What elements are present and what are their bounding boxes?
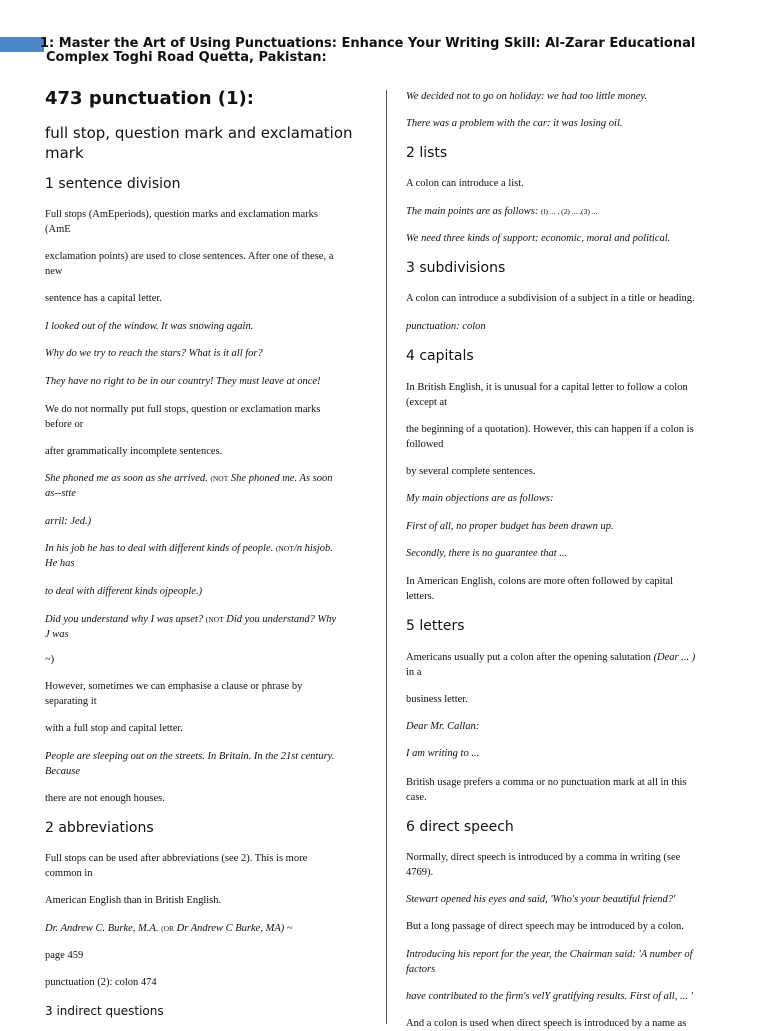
text-line: separating it — [45, 696, 97, 707]
section-heading-direct-speech: 6 direct speech — [406, 819, 514, 835]
text-line: followed — [406, 439, 444, 450]
example-line: Secondly, there is no guarantee that ... — [406, 548, 568, 559]
example-line: We decided not to go on holiday: we had too little money. — [406, 91, 648, 102]
example-line: factors — [406, 964, 436, 975]
text-line: sentence has a capital letter. — [45, 293, 162, 304]
not-marker: (NOT — [205, 615, 224, 624]
example-line: to deal with different kinds ojpeople.) — [45, 586, 203, 597]
example-line: I looked out of the window. It was snowing again. — [45, 321, 254, 332]
text-line: (AmE — [45, 224, 71, 235]
text-line: A colon can introduce a subdivision of a subject in a title or heading. — [406, 293, 695, 304]
text-line: American English than in British English. — [45, 895, 222, 906]
example-text: Dr Andrew C Burke, MA) ~ — [176, 923, 293, 934]
text-line: A colon can introduce a list. — [406, 178, 524, 189]
example-text: The main points are as follows: — [406, 206, 539, 217]
example-text: She phoned me as soon as she arrived. — [45, 473, 208, 484]
text-line: in a — [406, 667, 422, 678]
text-line: after grammatically incomplete sentences. — [45, 446, 223, 457]
example-line — [406, 204, 597, 219]
example-line: People are sleeping out on the streets. In Britain. In the 21st century. — [45, 751, 335, 762]
example-line: as--stte — [45, 488, 76, 499]
example-line: They have no right to be in our country! They must leave at once! — [45, 376, 321, 387]
page-reference: page 459 — [45, 950, 84, 961]
text-line: (except at — [406, 397, 448, 408]
text-line: before or — [45, 419, 84, 430]
header-accent-bar — [0, 37, 44, 52]
subtitle-line-1: full stop, question mark and exclamation — [45, 124, 353, 142]
example-line: Introducing his report for the year, the Chairman said: 'A number of — [406, 949, 693, 960]
example-line: My main objections are as follows: — [406, 493, 554, 504]
text-line: But a long passage of direct speech may be introduced by a colon. — [406, 921, 684, 932]
example-text: Dr. Andrew C. Burke, M.A. — [45, 923, 159, 934]
text-line: 4769). — [406, 867, 434, 878]
example-line — [45, 921, 293, 936]
example-line: He has — [45, 558, 75, 569]
not-marker: (NOT — [210, 474, 229, 483]
page-title: 473 punctuation (1): — [45, 88, 254, 109]
text-line — [406, 650, 695, 665]
text-line: by several complete sentences. — [406, 466, 536, 477]
text-line: business letter. — [406, 694, 468, 705]
example-line: have contributed to the firm's velY gratifying results. First of all, ... ' — [406, 991, 693, 1002]
text-line: However, sometimes we can emphasise a clause or phrase by — [45, 681, 303, 692]
example-line: I am writing to ... — [406, 748, 480, 759]
text-line: new — [45, 266, 63, 277]
body-text: Americans usually put a colon after the opening salutation — [406, 652, 651, 663]
example-line — [45, 612, 336, 627]
header-subtitle: Complex Toghi Road Quetta, Pakistan: — [46, 50, 327, 65]
column-divider — [386, 90, 387, 1024]
or-marker: (OR — [161, 924, 174, 933]
text-line: And a colon is used when direct speech is introduced by a name as — [406, 1018, 687, 1029]
section-heading-indirect-questions: 3 indirect questions — [45, 1004, 164, 1018]
example-line: Because — [45, 766, 80, 777]
example-line — [45, 541, 333, 556]
example-line: Why do we try to reach the stars? What is it all for? — [45, 348, 263, 359]
text-line: ~) — [45, 654, 55, 665]
running-header: punctuation (2): colon 474 — [45, 977, 157, 988]
header-line-1 — [40, 37, 740, 51]
example-line: punctuation: colon — [406, 321, 486, 332]
text-line: letters. — [406, 591, 435, 602]
text-line: We do not normally put full stops, question or exclamation marks — [45, 404, 321, 415]
example-text: In his job he has to deal with different kinds of people. — [45, 543, 274, 554]
header-number: 1 — [40, 36, 50, 51]
text-line: case. — [406, 792, 427, 803]
example-line: Dear Mr. Callan: — [406, 721, 480, 732]
text-line: Normally, direct speech is introduced by a comma in writing (see — [406, 852, 681, 863]
example-line: arril: Jed.) — [45, 516, 92, 527]
document-header — [40, 37, 740, 65]
example-text: She phoned me. As soon — [230, 473, 333, 484]
example-line: J was — [45, 629, 69, 640]
text-line: the beginning of a quotation). However, this can happen if a colon is — [406, 424, 694, 435]
example-line — [45, 471, 333, 486]
text-line: Full stops (AmEperiods), question marks and exclamation marks — [45, 209, 318, 220]
section-heading-abbreviations: 2 abbreviations — [45, 820, 154, 836]
example-text: /n hisjob. — [293, 543, 333, 554]
example-line: We need three kinds of support: economic, moral and political. — [406, 233, 671, 244]
text-line: British usage prefers a comma or no punctuation mark at all in this — [406, 777, 687, 788]
header-title: : Master the Art of Using Punctuations: Enhance Your Writing Skill: Al-Zarar Educational — [49, 36, 696, 51]
text-line: exclamation points) are used to close sentences. After one of these, a — [45, 251, 334, 262]
salutation-example: (Dear ... ) — [653, 652, 696, 663]
list-numbering: (l) ... , (2) ... ,(3) ... — [540, 207, 598, 216]
text-line: In American English, colons are more often followed by capital — [406, 576, 674, 587]
text-line: In British English, it is unusual for a capital letter to follow a colon — [406, 382, 688, 393]
example-line: First of all, no proper budget has been drawn up. — [406, 521, 614, 532]
text-line: there are not enough houses. — [45, 793, 165, 804]
section-heading-letters: 5 letters — [406, 618, 465, 634]
section-heading-subdivisions: 3 subdivisions — [406, 260, 506, 276]
text-line: Full stops can be used after abbreviations (see 2). This is more — [45, 853, 308, 864]
subtitle-line-2: mark — [45, 144, 84, 162]
example-text: Did you understand? Why — [226, 614, 337, 625]
example-line: There was a problem with the car: it was losing oil. — [406, 118, 623, 129]
text-line: with a full stop and capital letter. — [45, 723, 183, 734]
section-heading-capitals: 4 capitals — [406, 348, 474, 364]
section-heading-lists: 2 lists — [406, 145, 448, 161]
text-line: common in — [45, 868, 93, 879]
example-line: Stewart opened his eyes and said, 'Who's your beautiful friend?' — [406, 894, 676, 905]
example-text: Did you understand why I was upset? — [45, 614, 204, 625]
not-marker: (NOT — [275, 544, 294, 553]
section-heading-sentence-division: 1 sentence division — [45, 176, 181, 192]
